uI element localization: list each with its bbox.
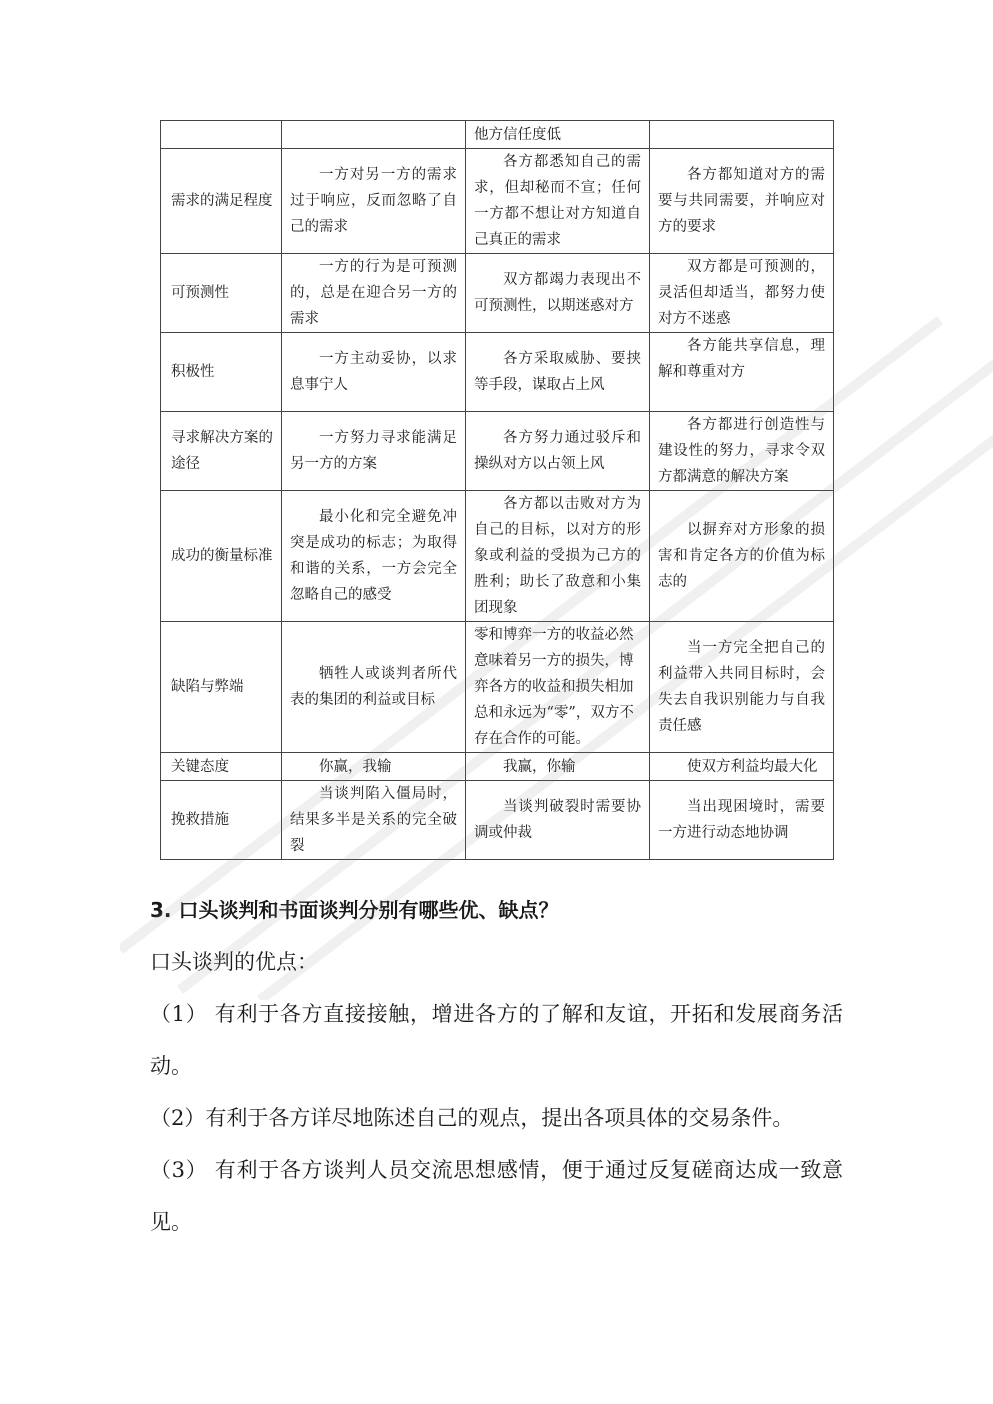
row-label: 关键态度 (161, 753, 282, 781)
cell-col1: 牺牲人或谈判者所代表的集团的利益或目标 (282, 622, 466, 753)
cell-col2: 零和博弈一方的收益必然意味着另一方的损失，博弈各方的收益和损失相加总和永远为“零”，双方不存在合作的可能。 (466, 622, 650, 753)
row-label (161, 121, 282, 149)
cell-col1: 最小化和完全避免冲突是成功的标志；为取得和谐的关系，一方会完全忽略自己的感受 (282, 491, 466, 622)
cell-col2: 我赢，你输 (466, 753, 650, 781)
cell-col1: 一方努力寻求能满足另一方的方案 (282, 412, 466, 491)
cell-col1: 一方对另一方的需求过于响应，反而忽略了自己的需求 (282, 149, 466, 254)
row-label: 需求的满足程度 (161, 149, 282, 254)
comparison-table (160, 120, 834, 860)
cell-col1: 一方主动妥协，以求息事宁人 (282, 333, 466, 412)
question-section (150, 884, 843, 1248)
row-label: 寻求解决方案的途径 (161, 412, 282, 491)
table-row (161, 753, 834, 781)
table-row (161, 254, 834, 333)
cell-col1: 一方的行为是可预测的，总是在迎合另一方的需求 (282, 254, 466, 333)
table-row (161, 781, 834, 860)
cell-col3: 当一方完全把自己的利益带入共同目标时，会失去自我识别能力与自我责任感 (650, 622, 834, 753)
table-row (161, 491, 834, 622)
row-label: 成功的衡量标准 (161, 491, 282, 622)
table-row (161, 121, 834, 149)
list-item: （3） 有利于各方谈判人员交流思想感情，便于通过反复磋商达成一致意见。 (150, 1158, 843, 1234)
table-row (161, 149, 834, 254)
table-row (161, 412, 834, 491)
cell-col2: 各方都悉知自己的需求，但却秘而不宣；任何一方都不想让对方知道自己真正的需求 (466, 149, 650, 254)
row-label: 挽救措施 (161, 781, 282, 860)
section-heading: 3. 口头谈判和书面谈判分别有哪些优、缺点？ (150, 898, 559, 922)
row-label: 积极性 (161, 333, 282, 412)
cell-col3: 各方都进行创造性与建设性的努力，寻求令双方都满意的解决方案 (650, 412, 834, 491)
cell-col1: 当谈判陷入僵局时，结果多半是关系的完全破裂 (282, 781, 466, 860)
row-label: 可预测性 (161, 254, 282, 333)
cell-col2: 各方采取威胁、要挟等手段，谋取占上风 (466, 333, 650, 412)
cell-col3: 使双方利益均最大化 (650, 753, 834, 781)
cell-col3: 双方都是可预测的，灵活但却适当，都努力使对方不迷惑 (650, 254, 834, 333)
cell-col3 (650, 121, 834, 149)
section-subheading: 口头谈判的优点： (150, 950, 318, 974)
cell-col2: 当谈判破裂时需要协调或仲裁 (466, 781, 650, 860)
list-item: （2）有利于各方详尽地陈述自己的观点，提出各项具体的交易条件。 (150, 1106, 794, 1130)
cell-col3: 当出现困境时，需要一方进行动态地协调 (650, 781, 834, 860)
table-row (161, 622, 834, 753)
cell-col2: 双方都竭力表现出不可预测性，以期迷惑对方 (466, 254, 650, 333)
cell-col2: 各方努力通过驳斥和操纵对方以占领上风 (466, 412, 650, 491)
cell-col1 (282, 121, 466, 149)
cell-col3: 以摒弃对方形象的损害和肯定各方的价值为标志的 (650, 491, 834, 622)
cell-col1: 你赢，我输 (282, 753, 466, 781)
cell-col2: 他方信任度低 (466, 121, 650, 149)
cell-col3: 各方能共享信息，理解和尊重对方 (650, 333, 834, 412)
cell-col3: 各方都知道对方的需要与共同需要，并响应对方的要求 (650, 149, 834, 254)
row-label: 缺陷与弊端 (161, 622, 282, 753)
list-item: （1） 有利于各方直接接触，增进各方的了解和友谊，开拓和发展商务活动。 (150, 1002, 843, 1078)
cell-col2: 各方都以击败对方为自己的目标，以对方的形象或利益的受损为己方的胜利；助长了敌意和小集团现象 (466, 491, 650, 622)
table-row (161, 333, 834, 412)
